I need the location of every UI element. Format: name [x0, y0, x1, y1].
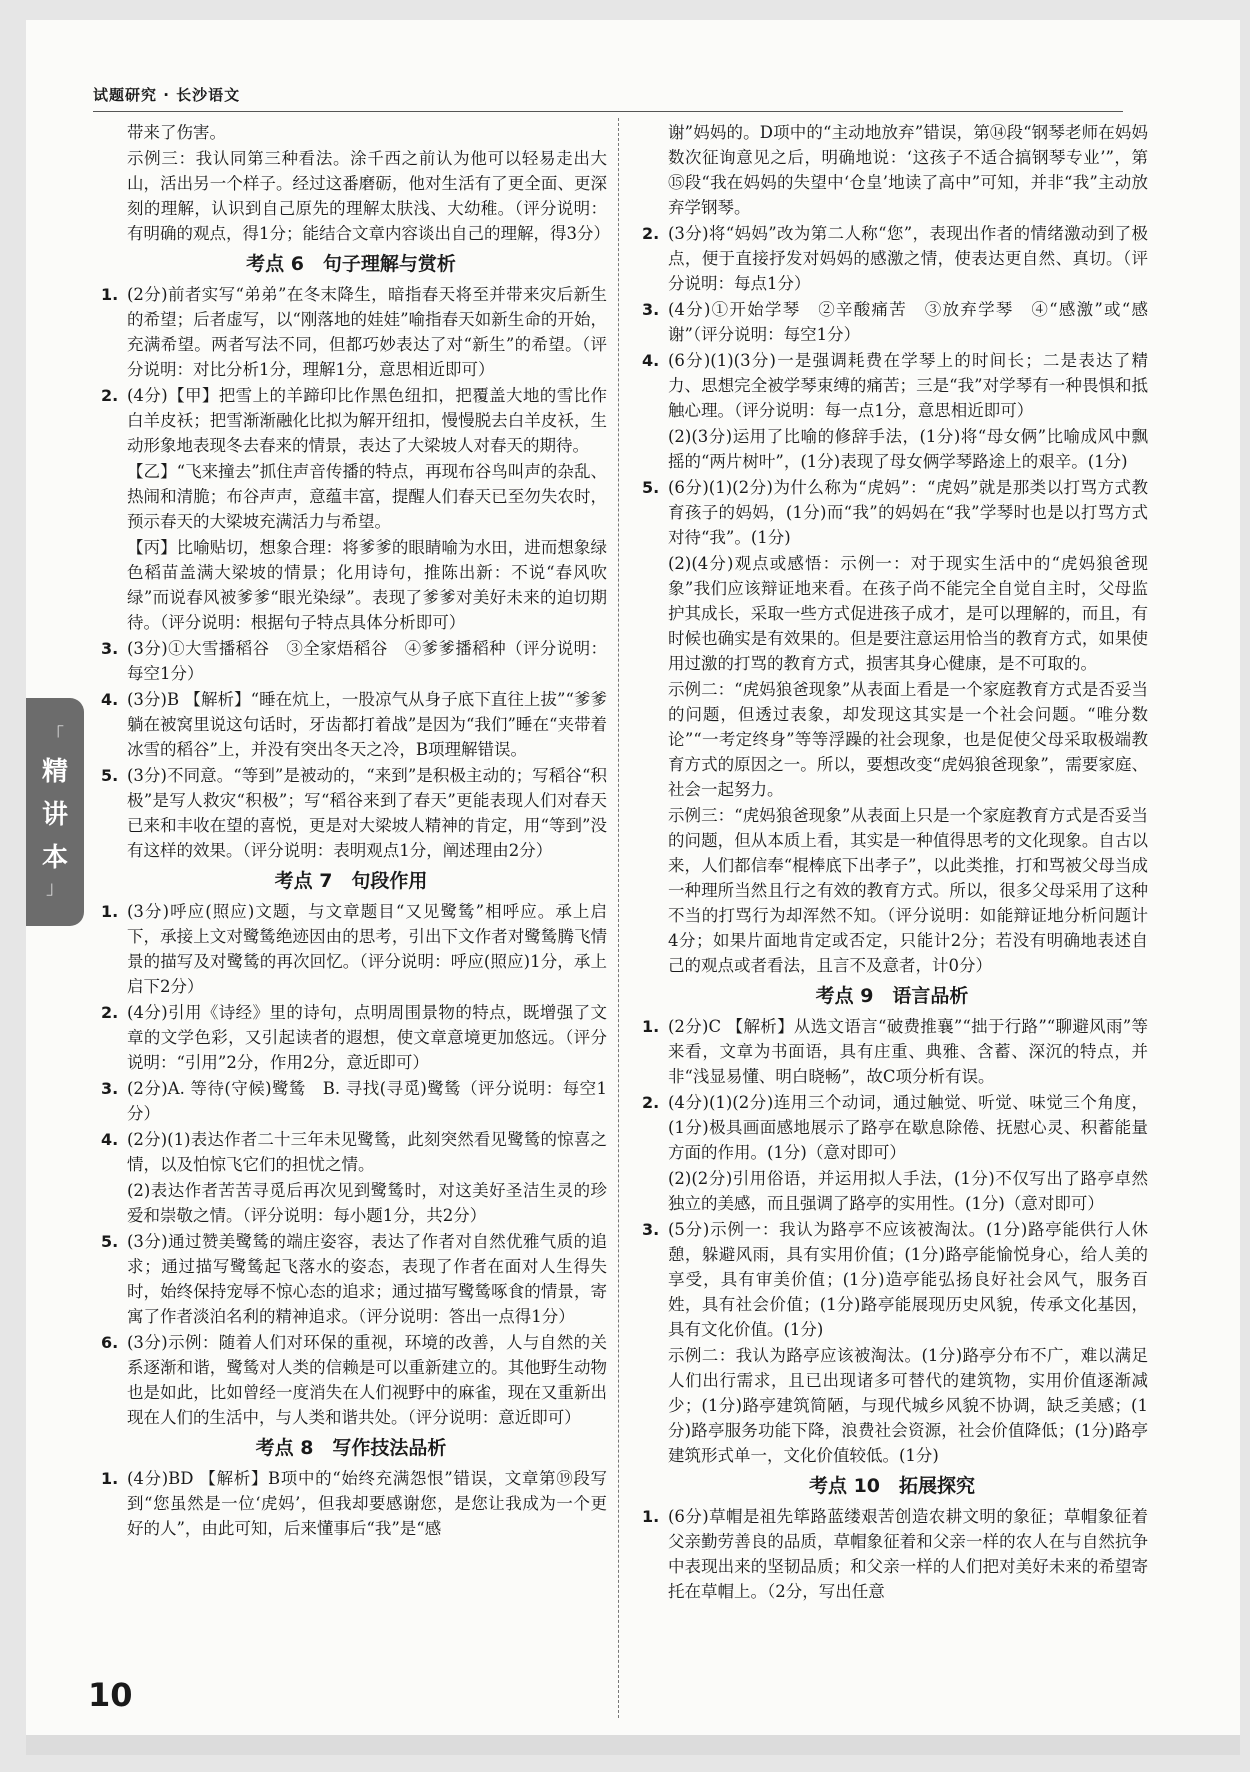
item-number: 3. [101, 639, 119, 658]
paragraph: 带来了伤害。 [127, 123, 226, 142]
answer-item [95, 282, 607, 382]
answer-item [636, 475, 1148, 550]
item-number: 4. [101, 1130, 119, 1149]
paragraph: 示例二：我认为路亭应该被淘汰。(1分)路亭分布不广，难以满足人们出行需求，且已出现诸多可替代的建筑物，实用价值逐渐减少；(1分)路亭建筑简陋，与现代城乡风貌不协调，缺乏美感；(1分)路亭服务功能下降，浪费社会资源，社会价值降低；(1分)路亭建筑形式单一，文化价值较低。(1分) [668, 1346, 1148, 1465]
item-number: 1. [101, 902, 119, 921]
paragraph: (2)(4分)观点或感悟：示例一：对于现实生活中的“虎妈狼爸现象”我们应该辩证地来看。在孩子尚不能完全自觉自主时，父母监护其成长，采取一些方式促进孩子成才，是可以理解的，而且，有时候也确实是有效果的。但是要注意运用恰当的教育方式，如果使用过激的打骂的教育方式，损害其身心健康，是不可取的。 [668, 554, 1148, 673]
left-column [95, 120, 610, 1542]
item-number: 4. [642, 351, 660, 370]
answer-text: (4分)①开始学琴 ②辛酸痛苦 ③放弃学琴 ④“感激”或“感谢”（评分说明：每空1分） [668, 300, 1148, 344]
answer-text: (3分)通过赞美鹭鸶的端庄姿容，表达了作者对自然优雅气质的追求；通过描写鹭鸶起飞落水的姿态，表现了作者在面对人生得失时，始终保持宠辱不惊心态的追求；通过描写鹭鸶啄食的情景，寄寓了作者淡泊名利的精神追求。（评分说明：答出一点得1分） [127, 1232, 607, 1326]
item-number: 5. [101, 766, 119, 785]
answer-text: (2分)C 【解析】从选文语言“破费推襄”“拙于行路”“聊避风雨”等来看，文章为书面语，具有庄重、典雅、含蓄、深沉的特点，并非“浅显易懂、明白晓畅”，故C项分析有误。 [668, 1017, 1148, 1086]
item-number: 1. [642, 1017, 660, 1036]
section-heading: 考点 6 句子理解与赏析 [246, 253, 456, 275]
answer-text: (3分)将“妈妈”改为第二人称“您”，表现出作者的情绪激动到了极点，便于直接抒发对妈妈的感激之情，使表达更自然、真切。（评分说明：每点1分） [668, 224, 1148, 293]
answer-text: (3分)①大雪播稻谷 ③全家焐稻谷 ④爹爹播稻种（评分说明：每空1分） [127, 639, 607, 683]
answer-text: (3分)B 【解析】“睡在炕上，一股凉气从身子底下直往上拔”“爹爹躺在被窝里说这句话时，牙齿都打着战”是因为“我们”睡在“夹带着冰雪的稻谷”上，并没有突出冬天之冷，B项理解错误。 [127, 690, 607, 759]
paragraph: (2)(3分)运用了比喻的修辞手法，(1分)将“母女俩”比喻成风中飘摇的“两片树叶”，(1分)表现了母女俩学琴路途上的艰辛。(1分) [668, 427, 1148, 471]
answer-text: (4分)(1)(2分)连用三个动词，通过触觉、听觉、味觉三个角度，(1分)极具画面感地展示了路亭在歇息除倦、抚慰心灵、积蓄能量方面的作用。(1分)（意对即可） [668, 1093, 1148, 1162]
answer-item [636, 297, 1148, 347]
answer-item [636, 1090, 1148, 1165]
item-number: 1. [642, 1507, 660, 1526]
answer-item [95, 1330, 607, 1430]
answer-text: (5分)示例一：我认为路亭不应该被淘汰。(1分)路亭能供行人休憩，躲避风雨，具有实用价值；(1分)路亭能愉悦身心，给人美的享受，具有审美价值；(1分)造亭能弘扬良好社会风气，服务百姓，具有社会价值；(1分)路亭能展现历史风貌，传承文化基因，具有文化价值。(1分) [668, 1220, 1148, 1339]
answer-item [95, 687, 607, 762]
right-column [636, 120, 1148, 1605]
answer-item [95, 899, 607, 999]
paragraph: 谢”妈妈的。D项中的“主动地放弃”错误，第⑭段“钢琴老师在妈妈数次征询意见之后，明确地说：‘这孩子不适合搞钢琴专业’”，第⑮段“我在妈妈的失望中‘仓皇’地读了高中”可知，并非“我”主动放弃学钢琴。 [668, 123, 1148, 217]
answer-item [636, 1217, 1148, 1342]
paragraph: 【丙】比喻贴切，想象合理：将爹爹的眼睛喻为水田，进而想象绿色稻苗盖满大梁坡的情景；化用诗句，推陈出新：不说“春风吹绿”而说春风被爹爹“眼光染绿”。表现了爹爹对美好未来的迫切期待。（评分说明：根据句子特点具体分析即可） [127, 538, 607, 632]
item-number: 3. [642, 1220, 660, 1239]
item-number: 2. [642, 224, 660, 243]
column-divider [618, 118, 619, 1718]
paragraph: 示例二：“虎妈狼爸现象”从表面上看是一个家庭教育方式是否妥当的问题，但透过表象，却发现这其实是一个社会问题。“唯分数论”“一考定终身”等等浮躁的社会现象，也是促使父母采取极端教育方式的原因之一。所以，要想改变“虎妈狼爸现象”，需要家庭、社会一起努力。 [668, 680, 1148, 799]
answer-text: (4分)引用《诗经》里的诗句，点明周围景物的特点，既增强了文章的文学色彩，又引起读者的遐想，使文章意境更加悠远。（评分说明：“引用”2分，作用2分，意近即可） [127, 1003, 607, 1072]
side-tab-char: 精 [41, 756, 68, 787]
answer-text: (3分)示例：随着人们对环保的重视，环境的改善，人与自然的关系逐渐和谐，鹭鸶对人类的信赖是可以重新建立的。其他野生动物也是如此，比如曾经一度消失在人们视野中的麻雀，现在又重新出现在人们的生活中，与人类和谐共处。（评分说明：意近即可） [127, 1333, 607, 1427]
answer-text: (2分)A. 等待(守候)鹭鸶 B. 寻找(寻觅)鹭鸶（评分说明：每空1分） [127, 1079, 607, 1123]
side-tab-bracket-open: 「 [46, 724, 64, 746]
section-heading: 考点 8 写作技法品析 [255, 1437, 447, 1459]
answer-item [95, 1466, 607, 1541]
paragraph: 【乙】“飞来撞去”抓住声音传播的特点，再现布谷鸟叫声的杂乱、热闹和清脆；布谷声声，意蕴丰富，提醒人们春天已至勿失农时，预示春天的大梁坡充满活力与希望。 [127, 462, 607, 531]
side-tab-bracket-close: 」 [46, 877, 64, 899]
answer-text: (6分)(1)(3分)一是强调耗费在学琴上的时间长；二是表达了精力、思想完全被学琴束缚的痛苦；三是“我”对学琴有一种畏惧和抵触心理。（评分说明：每一点1分，意思相近即可） [668, 351, 1148, 420]
paragraph: 示例三：“虎妈狼爸现象”从表面上只是一个家庭教育方式是否妥当的问题，但从本质上看，其实是一种值得思考的文化现象。自古以来，人们都信奉“棍棒底下出孝子”，以此类推，打和骂被父母当成一种理所当然且行之有效的教育方式。所以，很多父母采用了这种不当的打骂行为却浑然不知。（评分说明：如能辩证地分析问题计4分；如果片面地肯定或否定，只能计2分；若没有明确地表述自己的观点或者看法，且言不及意者，计0分） [668, 806, 1148, 975]
answer-text: (2分)前者实写“弟弟”在冬末降生，暗指春天将至并带来灾后新生的希望；后者虚写，以“刚落地的娃娃”喻指春天如新生命的开始，充满希望。两者写法不同，但都巧妙表达了对“新生”的希望。（评分说明：对比分析1分，理解1分，意思相近即可） [127, 285, 607, 379]
answer-item [95, 1127, 607, 1177]
answer-text: (4分)【甲】把雪上的羊蹄印比作黑色纽扣，把覆盖大地的雪比作白羊皮袄；把雪渐渐融化比拟为解开纽扣，慢慢脱去白羊皮袄，生动形象地表现冬去春来的情景，表达了大梁坡人对春天的期待。 [127, 386, 607, 455]
paragraph: (2)(2分)引用俗语，并运用拟人手法，(1分)不仅写出了路亭卓然独立的美感，而且强调了路亭的实用性。(1分)（意对即可） [668, 1169, 1148, 1213]
answer-item [95, 1229, 607, 1329]
answer-text: (4分)BD 【解析】B项中的“始终充满怨恨”错误，文章第⑲段写到“您虽然是一位‘虎妈’，但我却要感谢您，是您让我成为一个更好的人”，由此可知，后来懂事后“我”是“感 [127, 1469, 607, 1538]
answer-text: (3分)不同意。“等到”是被动的，“来到”是积极主动的；写稻谷“积极”是写人救灾“积极”；写“稻谷来到了春天”更能表现人们对春天已来和丰收在望的喜悦，更是对大梁坡人精神的肯定，用“等到”没有这样的效果。（评分说明：表明观点1分，阐述理由2分） [127, 766, 607, 860]
answer-text: (6分)草帽是祖先筚路蓝缕艰苦创造农耕文明的象征；草帽象征着父亲勤劳善良的品质，草帽象征着和父亲一样的农人在与自然抗争中表现出来的坚韧品质；和父亲一样的人们把对美好未来的希望寄托在草帽上。（2分，写出任意 [668, 1507, 1148, 1601]
answer-item [636, 348, 1148, 423]
item-number: 1. [101, 1469, 119, 1488]
section-heading: 考点 10 拓展探究 [808, 1475, 976, 1497]
item-number: 3. [642, 300, 660, 319]
item-number: 6. [101, 1333, 119, 1352]
item-number: 5. [642, 478, 660, 497]
running-header: 试题研究 · 长沙语文 [93, 86, 241, 104]
item-number: 5. [101, 1232, 119, 1251]
item-number: 2. [101, 386, 119, 405]
answer-item [95, 1000, 607, 1075]
item-number: 4. [101, 690, 119, 709]
item-number: 2. [101, 1003, 119, 1022]
answer-item [636, 1014, 1148, 1089]
answer-item [95, 1076, 607, 1126]
answer-item [95, 763, 607, 863]
side-tab-char: 讲 [41, 799, 68, 830]
answer-text: (3分)呼应(照应)文题，与文章题目“又见鹭鸶”相呼应。承上启下，承接上文对鹭鸶绝迹因由的思考，引出下文作者对鹭鸶腾飞情景的描写及对鹭鸶的再次回忆。（评分说明：呼应(照应)1分，承上启下2分） [127, 902, 607, 996]
answer-item [95, 636, 607, 686]
side-tab [26, 698, 84, 926]
item-number: 2. [642, 1093, 660, 1112]
item-number: 3. [101, 1079, 119, 1098]
paragraph: (2)表达作者苦苦寻觅后再次见到鹭鸶时，对这美好圣洁生灵的珍爱和崇敬之情。（评分说明：每小题1分，共2分） [127, 1181, 607, 1225]
paragraph: 示例三：我认同第三种看法。涂千西之前认为他可以轻易走出大山，活出另一个样子。经过这番磨砺，他对生活有了更全面、更深刻的理解，认识到自己原先的理解太肤浅、大幼稚。（评分说明：有明确的观点，得1分；能结合文章内容谈出自己的理解，得3分） [127, 149, 610, 243]
page-number: 10 [88, 1676, 133, 1714]
section-heading: 考点 9 语言品析 [815, 985, 969, 1007]
item-number: 1. [101, 285, 119, 304]
answer-item [95, 383, 607, 458]
answer-item [636, 221, 1148, 296]
answer-text: (6分)(1)(2分)为什么称为“虎妈”：“虎妈”就是那类以打骂方式教育孩子的妈妈，(1分)而“我”的妈妈在“我”学琴时也是以打骂方式对待“我”。(1分) [668, 478, 1148, 547]
section-heading: 考点 7 句段作用 [274, 870, 428, 892]
footer-strip [26, 1735, 1240, 1755]
side-tab-char: 本 [41, 842, 68, 873]
answer-item [636, 1504, 1148, 1604]
answer-text: (2分)(1)表达作者二十三年未见鹭鸶，此刻突然看见鹭鸶的惊喜之情，以及怕惊飞它们的担忧之情。 [127, 1130, 607, 1174]
header-rule [93, 111, 1123, 112]
